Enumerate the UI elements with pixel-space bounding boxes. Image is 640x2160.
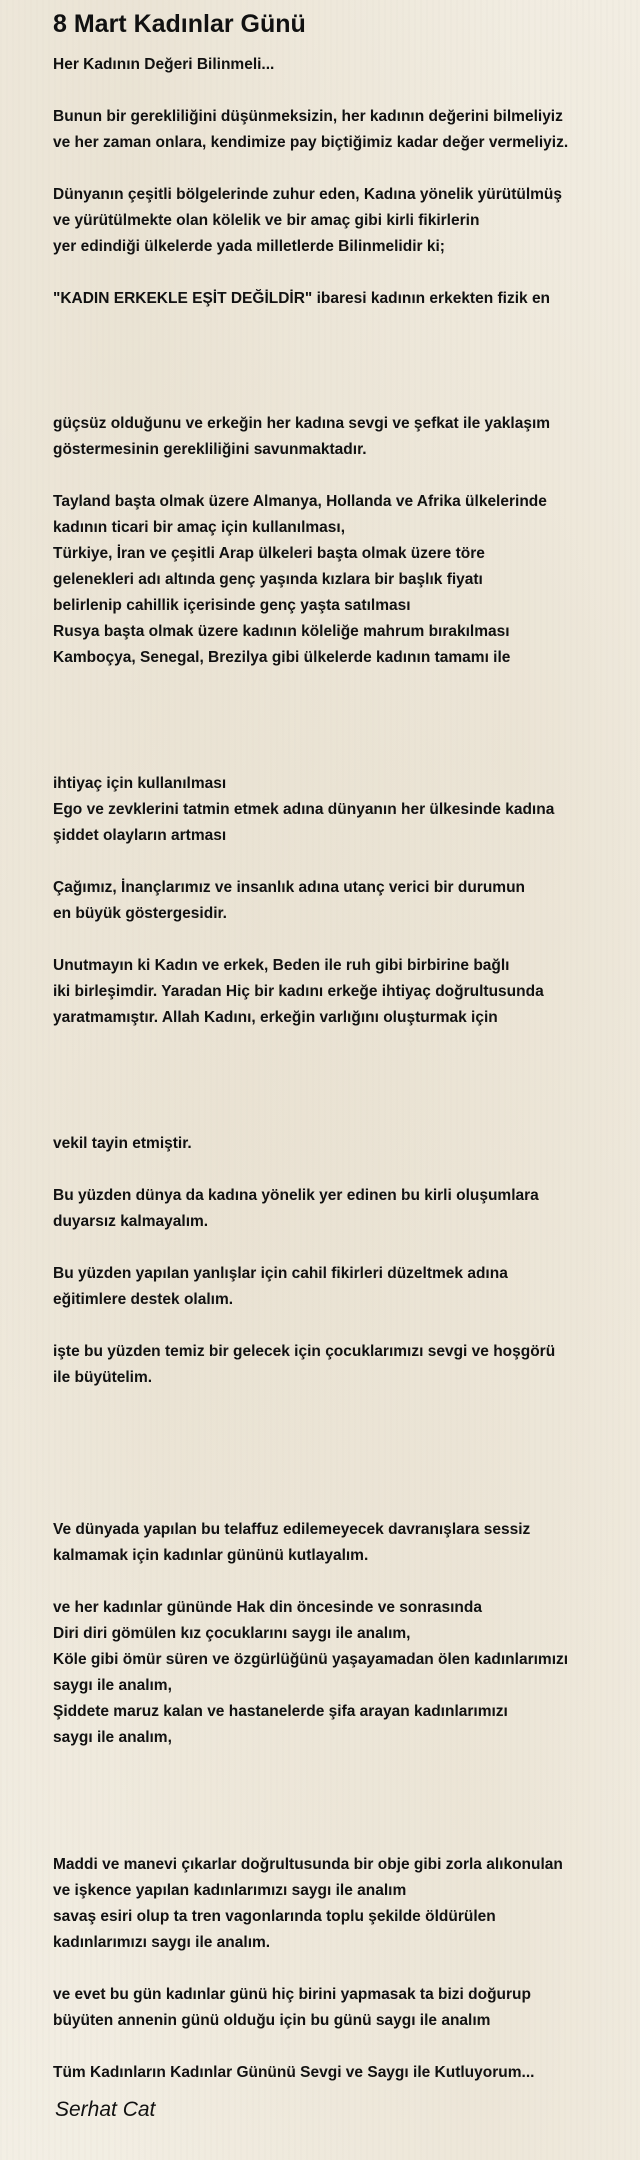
text-line: Diri diri gömülen kız çocuklarını saygı ile analım, <box>53 1625 411 1642</box>
text-line: kadının ticari bir amaç için kullanılması, <box>53 519 346 536</box>
text-line: Maddi ve manevi çıkarlar doğrultusunda bir obje gibi zorla alıkonulan <box>53 1856 563 1873</box>
paragraph-5 <box>53 411 633 463</box>
text-line: ve işkence yapılan kadınlarımızı saygı ile analım <box>53 1882 407 1899</box>
text-line: şiddet olayların artması <box>53 827 227 844</box>
text-line: gelenekleri adı altında genç yaşında kızlara bir başlık fiyatı <box>53 571 483 588</box>
text-line: savaş esiri olup ta tren vagonlarında toplu şekilde öldürülen <box>53 1908 496 1925</box>
text-line: Türkiye, İran ve çeşitli Arap ülkeleri başta olmak üzere töre <box>53 545 485 562</box>
text-line: Ve dünyada yapılan bu telaffuz edilemeyecek davranışlara sessiz <box>53 1521 531 1538</box>
text-line: Rusya başta olmak üzere kadının köleliğe mahrum bırakılması <box>53 623 510 640</box>
author-signature: Serhat Cat <box>55 2098 156 2121</box>
text-line: "KADIN ERKEKLE EŞİT DEĞİLDİR" ibaresi kadının erkekten fizik en <box>53 290 551 307</box>
text-line: göstermesinin gerekliliğini savunmaktadır. <box>53 441 367 458</box>
page-title: 8 Mart Kadınlar Günü <box>53 10 306 38</box>
text-line: güçsüz olduğunu ve erkeğin her kadına sevgi ve şefkat ile yaklaşım <box>53 415 551 432</box>
text-line: eğitimlere destek olalım. <box>53 1291 234 1308</box>
paragraph-15 <box>53 1595 633 1751</box>
text-line: ve yürütülmekte olan kölelik ve bir amaç gibi kirli fikirlerin <box>53 212 480 229</box>
text-line: kadınlarımızı saygı ile analım. <box>53 1934 271 1951</box>
paragraph-3 <box>53 182 633 260</box>
text-line: ve evet bu gün kadınlar günü hiç birini yapmasak ta bizi doğurup <box>53 1986 531 2003</box>
text-line: ile büyütelim. <box>53 1369 153 1386</box>
text-line: ve her kadınlar gününde Hak din öncesinde ve sonrasında <box>53 1599 482 1616</box>
text-line: Her Kadının Değeri Bilinmeli... <box>53 56 275 73</box>
paragraph-8 <box>53 875 633 927</box>
paragraph-4 <box>53 286 633 312</box>
text-line: Ego ve zevklerini tatmin etmek adına dünyanın her ülkesinde kadına <box>53 801 555 818</box>
text-line: yer edindiği ülkelerde yada milletlerde Bilinmelidir ki; <box>53 238 445 255</box>
text-line: Tayland başta olmak üzere Almanya, Hollanda ve Afrika ülkelerinde <box>53 493 547 510</box>
paragraph-7 <box>53 771 633 849</box>
paragraph-10 <box>53 1131 633 1157</box>
text-line: Dünyanın çeşitli bölgelerinde zuhur eden, Kadına yönelik yürütülmüş <box>53 186 563 203</box>
text-line: saygı ile analım, <box>53 1677 172 1694</box>
text-line: ihtiyaç için kullanılması <box>53 775 227 792</box>
text-line: saygı ile analım, <box>53 1729 172 1746</box>
paragraph-9 <box>53 953 633 1031</box>
text-line: Bunun bir gerekliliğini düşünmeksizin, her kadının değerini bilmeliyiz <box>53 108 563 125</box>
paragraph-17 <box>53 1982 633 2034</box>
text-line: Tüm Kadınların Kadınlar Gününü Sevgi ve Saygı ile Kutluyorum... <box>53 2064 535 2081</box>
paragraph-11 <box>53 1183 633 1235</box>
paragraph-16 <box>53 1852 633 1956</box>
text-line: Çağımız, İnançlarımız ve insanlık adına utanç verici bir durumun <box>53 879 526 896</box>
paragraph-18 <box>53 2060 633 2086</box>
text-line: Bu yüzden yapılan yanlışlar için cahil fikirleri düzeltmek adına <box>53 1265 508 1282</box>
text-line: ve her zaman onlara, kendimize pay biçtiğimiz kadar değer vermeliyiz. <box>53 134 569 151</box>
text-line: vekil tayin etmiştir. <box>53 1135 192 1152</box>
paragraph-13 <box>53 1339 633 1391</box>
text-line: yaratmamıştır. Allah Kadını, erkeğin varlığını oluşturmak için <box>53 1009 498 1026</box>
paragraph-6 <box>53 489 633 671</box>
text-line: duyarsız kalmayalım. <box>53 1213 209 1230</box>
text-line: belirlenip cahillik içerisinde genç yaşta satılması <box>53 597 411 614</box>
paragraph-14 <box>53 1517 633 1569</box>
text-line: kalmamak için kadınlar gününü kutlayalım. <box>53 1547 369 1564</box>
text-line: büyüten annenin günü olduğu için bu günü saygı ile analım <box>53 2012 491 2029</box>
text-line: Unutmayın ki Kadın ve erkek, Beden ile ruh gibi birbirine bağlı <box>53 957 510 974</box>
paragraph-12 <box>53 1261 633 1313</box>
text-line: Kamboçya, Senegal, Brezilya gibi ülkelerde kadının tamamı ile <box>53 649 511 666</box>
text-line: en büyük göstergesidir. <box>53 905 227 922</box>
paragraph-2 <box>53 104 633 156</box>
text-line: Şiddete maruz kalan ve hastanelerde şifa arayan kadınlarımızı <box>53 1703 508 1720</box>
text-line: Bu yüzden dünya da kadına yönelik yer edinen bu kirli oluşumlara <box>53 1187 539 1204</box>
text-line: Köle gibi ömür süren ve özgürlüğünü yaşayamadan ölen kadınlarımızı <box>53 1651 569 1668</box>
text-line: iki birleşimdir. Yaradan Hiç bir kadını erkeğe ihtiyaç doğrultusunda <box>53 983 544 1000</box>
paragraph-1 <box>53 52 633 78</box>
text-line: işte bu yüzden temiz bir gelecek için çocuklarımızı sevgi ve hoşgörü <box>53 1343 556 1360</box>
